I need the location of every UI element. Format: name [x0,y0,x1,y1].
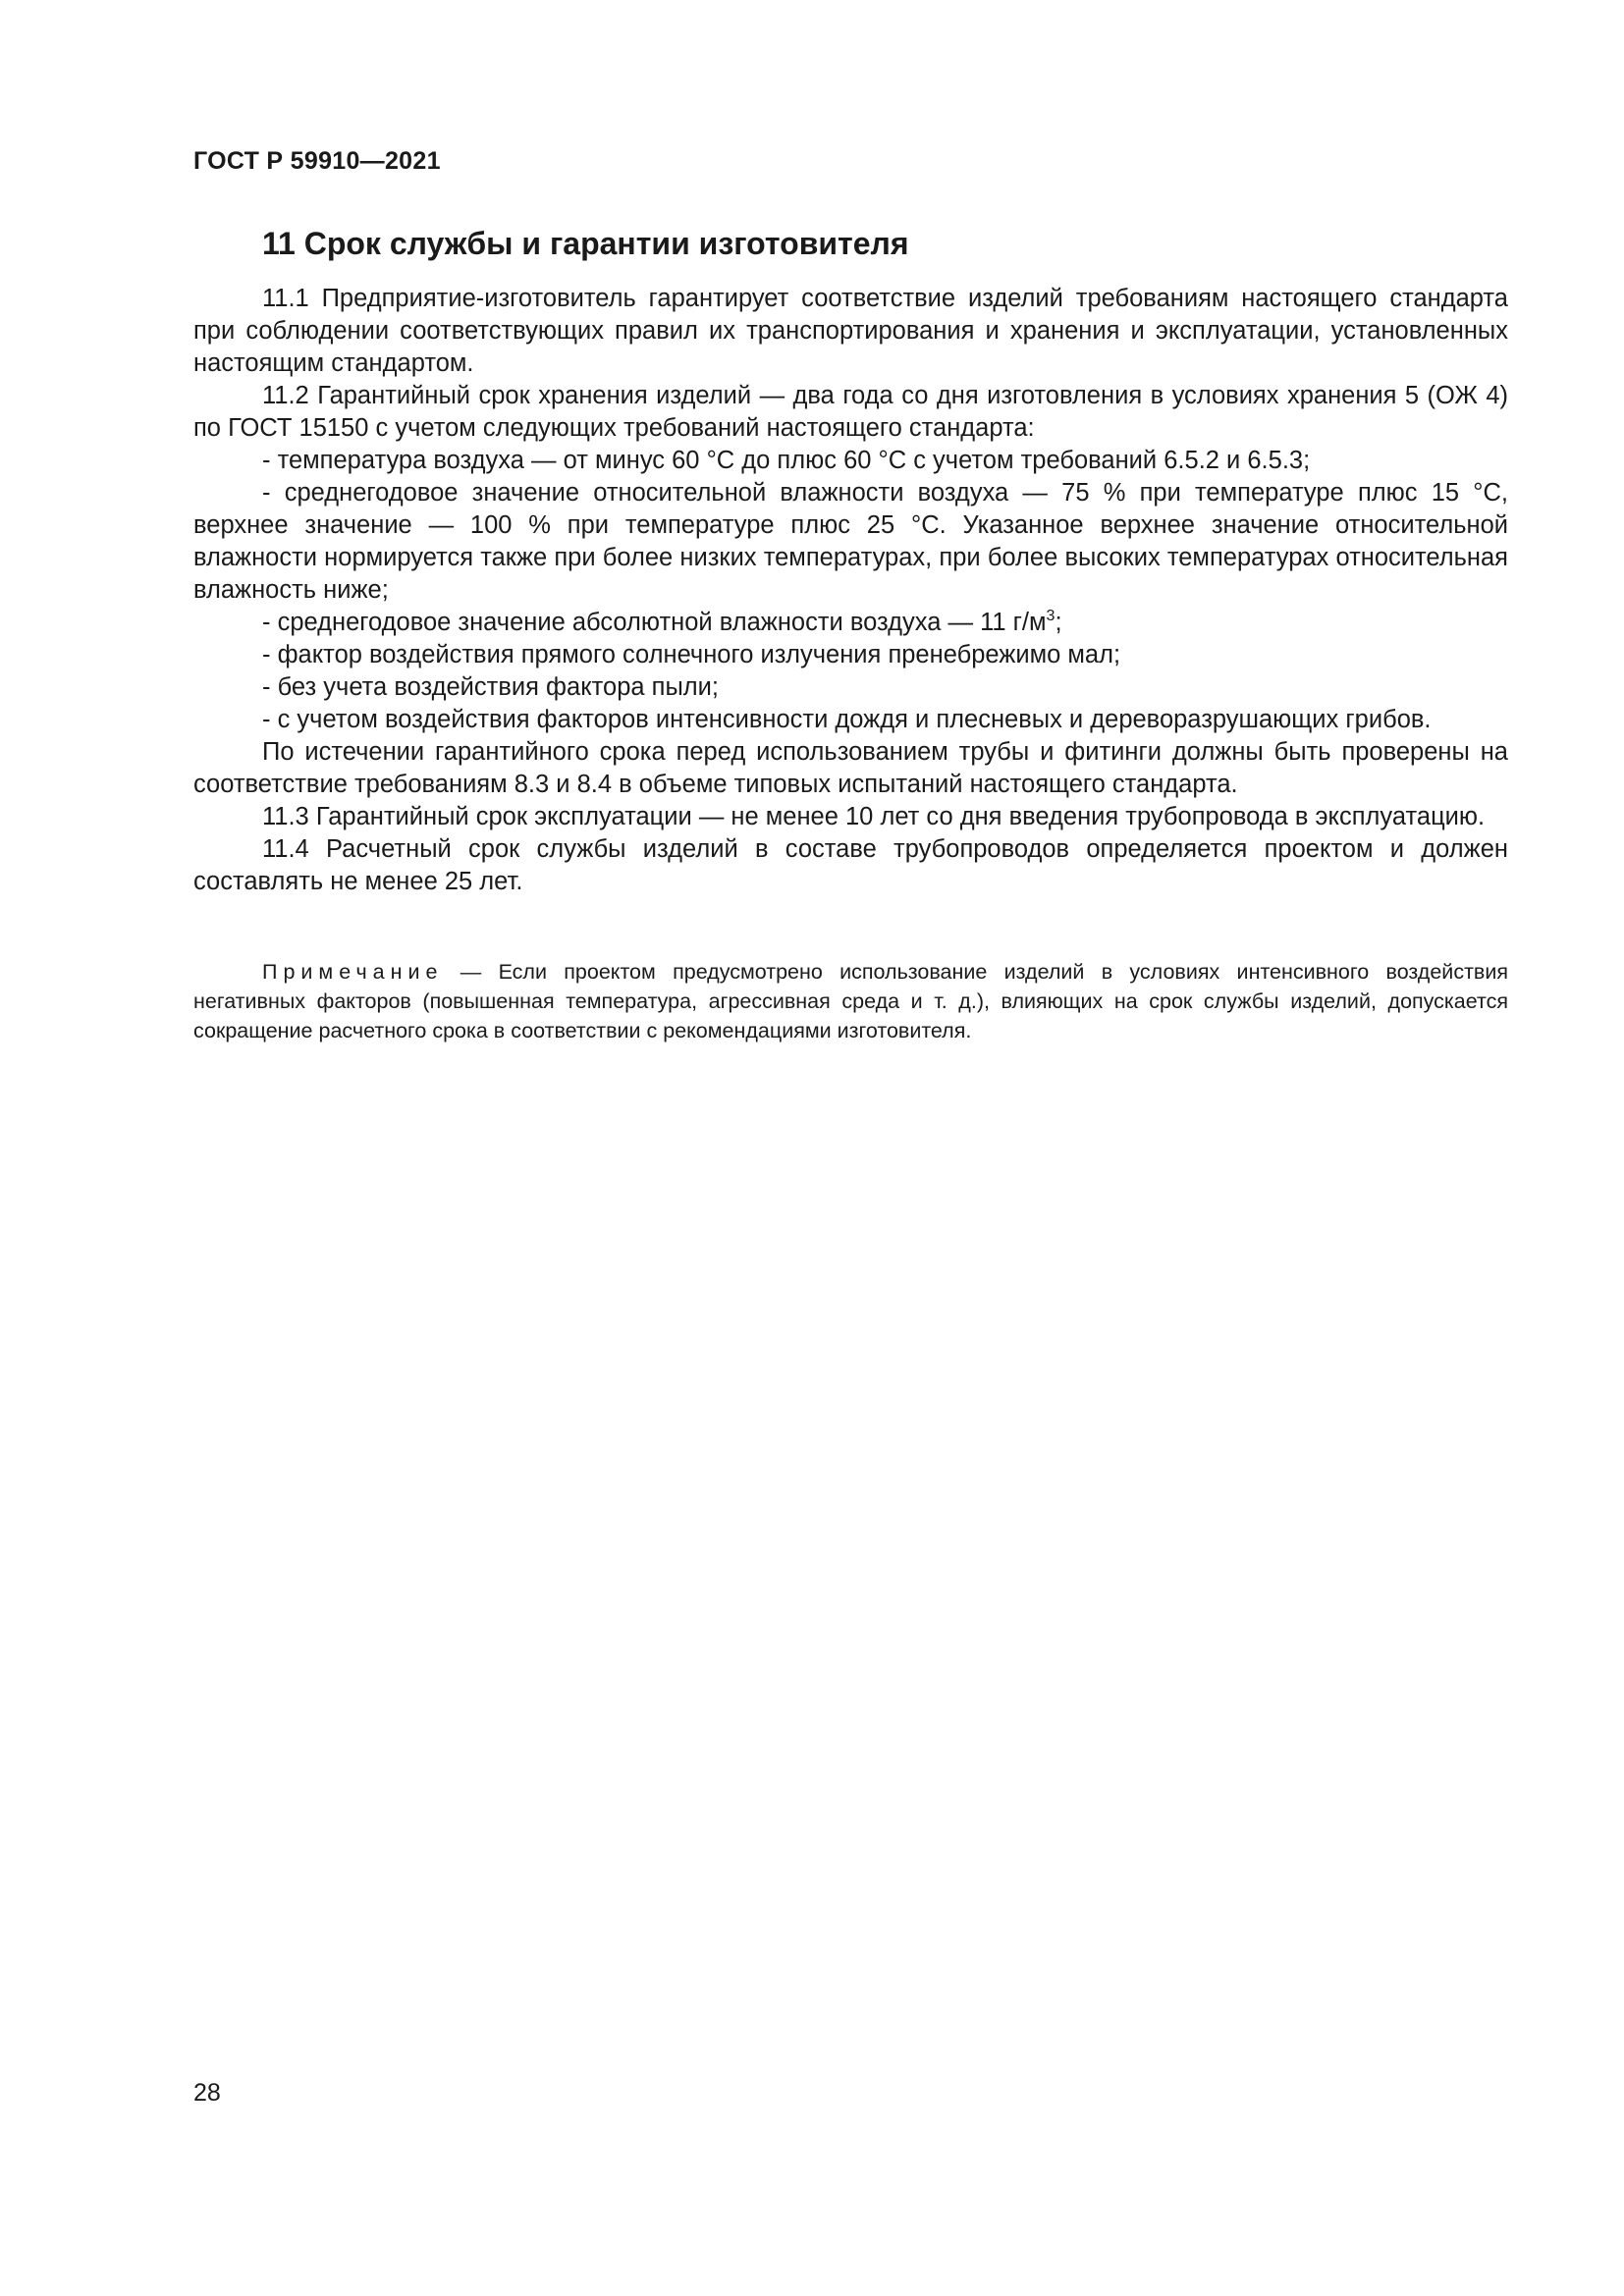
document-header: ГОСТ Р 59910—2021 [193,147,441,175]
superscript-cubic: 3 [1046,608,1056,624]
absolute-humidity-end: ; [1055,609,1062,636]
paragraph-11-2: 11.2 Гарантийный срок хранения изделий — два года со дня изготовления в условиях хранения 5 (ОЖ 4) по ГОСТ 15150 с учетом следующих требований настоящего стандарта: [193,382,1508,442]
paragraph-after-warranty: По истечении гарантийного срока перед использованием трубы и фитинги должны быть проверены на соответствие требованиям 8.3 и 8.4 в объеме типовых испытаний настоящего стандарта. [193,738,1508,798]
list-item-solar: - фактор воздействия прямого солнечного излучения пренебрежимо мал; [262,641,1121,668]
list-item-relative-humidity: - среднегодовое значение относительной влажности воздуха — 75 % при температуре плюс 15 °С, верхнее значение — 100 % при температуре плюс 25 °С. Указанное верхнее значение относительной влажности нормируется также при более низких температурах, при более высоких температурах относительная влажность ниже; [193,479,1508,604]
list-item-rain: - с учетом воздействия факторов интенсивности дождя и плесневых и дереворазрушающих грибов. [262,706,1432,733]
note-label: Примечание [262,960,444,984]
list-item-absolute-humidity [193,607,1508,639]
section-title: 11 Срок службы и гарантии изготовителя [262,226,909,261]
paragraph-11-4: 11.4 Расчетный срок службы изделий в составе трубопроводов определяется проектом и должен составлять не менее 25 лет. [193,835,1508,895]
absolute-humidity-text: - среднегодовое значение абсолютной влажности воздуха — 11 г/м [262,609,1047,636]
paragraph-11-1: 11.1 Предприятие-изготовитель гарантирует соответствие изделий требованиям настоящего стандарта при соблюдении соответствующих правил их транспортирования и хранения и эксплуатации, установленных настоящим стандартом. [193,285,1508,377]
list-item-temperature: - температура воздуха — от минус 60 °С до плюс 60 °С с учетом требований 6.5.2 и 6.5.3; [262,447,1311,474]
list-item-dust: - без учета воздействия фактора пыли; [262,673,720,701]
paragraph-11-3: 11.3 Гарантийный срок эксплуатации — не менее 10 лет со дня введения трубопровода в эксплуатацию. [262,803,1486,830]
section-body [193,283,1508,898]
note-text: — Если проектом предусмотрено использование изделий в условиях интенсивного воздействия негативных факторов (повышенная температура, агрессивная среда и т. д.), влияющих на срок службы изделий, допускается сокращение расчетного срока в соответствии с рекомендациями изготовителя. [193,960,1508,1042]
page-number: 28 [193,2079,221,2107]
note [193,957,1508,1045]
